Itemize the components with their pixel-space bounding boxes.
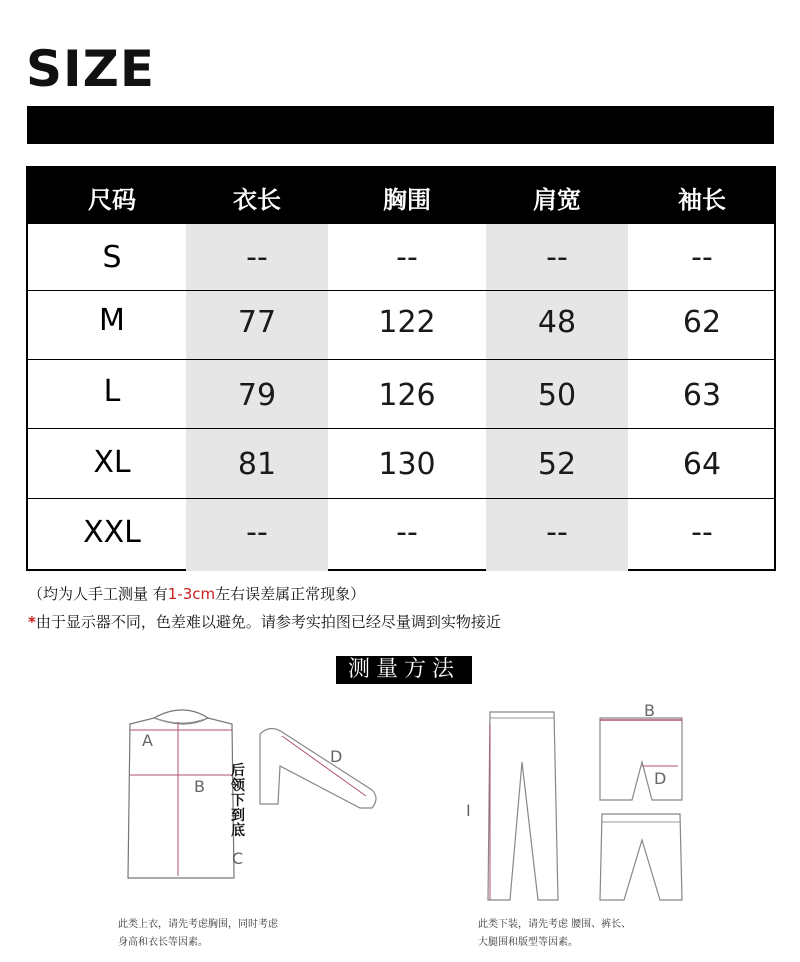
note-star: * [28,613,36,631]
cell-sleeve: 63 [682,378,722,413]
cell-chest: 122 [378,305,436,340]
cell-chest: 126 [378,378,436,413]
cell-size: XL [93,445,131,480]
pants-caption-line1: 此类下装，请先考虑 腰围、裤长、 [478,919,632,930]
cell-length: -- [246,240,268,275]
header-length: 衣长 [233,186,281,214]
cell-size: M [99,303,125,338]
cell-length: 81 [237,447,277,482]
label-c: C [232,849,244,868]
cell-sleeve: 64 [682,447,722,482]
top-caption-line1: 此类上衣，请先考虑胸围，同时考虑 [118,919,278,930]
cell-size: XXL [83,515,141,550]
table-row [28,429,774,498]
cell-sleeve: -- [691,515,713,550]
note-text-post: 左右误差属正常现象） [215,585,366,603]
table-row [28,291,774,359]
note-color-text: 由于显示器不同，色差难以避免。请参考实拍图已经尽量调到实物接近 [35,613,501,631]
pants-measure-diagram [460,700,700,910]
label-a: A [142,731,153,750]
note-text-pre: （均为人手工测量 有 [28,585,168,603]
diagram-labels-left [110,700,400,900]
label-i: I [466,801,471,820]
cell-size: S [102,240,122,275]
diagram-labels-right [460,700,700,910]
label-d: D [330,747,343,766]
cell-sleeve: 62 [682,305,722,340]
cell-length: 79 [237,378,277,413]
header-sleeve: 袖长 [678,186,726,214]
color-note [28,611,501,632]
cell-shoulder: 50 [537,378,577,413]
table-header [28,168,774,224]
label-b: B [194,777,205,796]
top-caption-line2: 身高和衣长等因素。 [118,937,208,948]
page-title: SIZE [26,40,156,98]
method-title: 测量方法 [336,656,472,684]
cell-length: 77 [237,305,277,340]
table-row [28,224,774,290]
header-shoulder: 肩宽 [533,186,581,214]
top-measure-diagram [110,700,400,900]
cell-shoulder: 52 [537,447,577,482]
vertical-label: 后领下到底 [231,763,245,839]
label-b-right: B [644,701,655,720]
cell-length: -- [246,515,268,550]
header-chest: 胸围 [383,186,431,214]
size-table [26,166,776,571]
header-size: 尺码 [88,186,136,214]
cell-shoulder: 48 [537,305,577,340]
title-bar [27,106,774,144]
label-d-right: D [654,769,667,788]
cell-sleeve: -- [691,240,713,275]
table-row [28,499,774,571]
cell-chest: 130 [378,447,436,482]
note-error-range: 1-3cm [167,585,216,603]
cell-chest: -- [396,240,418,275]
pants-caption [478,916,631,952]
pants-caption-line2: 大腿围和版型等因素。 [478,937,578,948]
top-caption [118,916,278,952]
measurement-note [28,583,365,604]
cell-chest: -- [396,515,418,550]
cell-shoulder: -- [546,240,568,275]
cell-shoulder: -- [546,515,568,550]
cell-size: L [103,374,121,409]
table-row [28,360,774,428]
